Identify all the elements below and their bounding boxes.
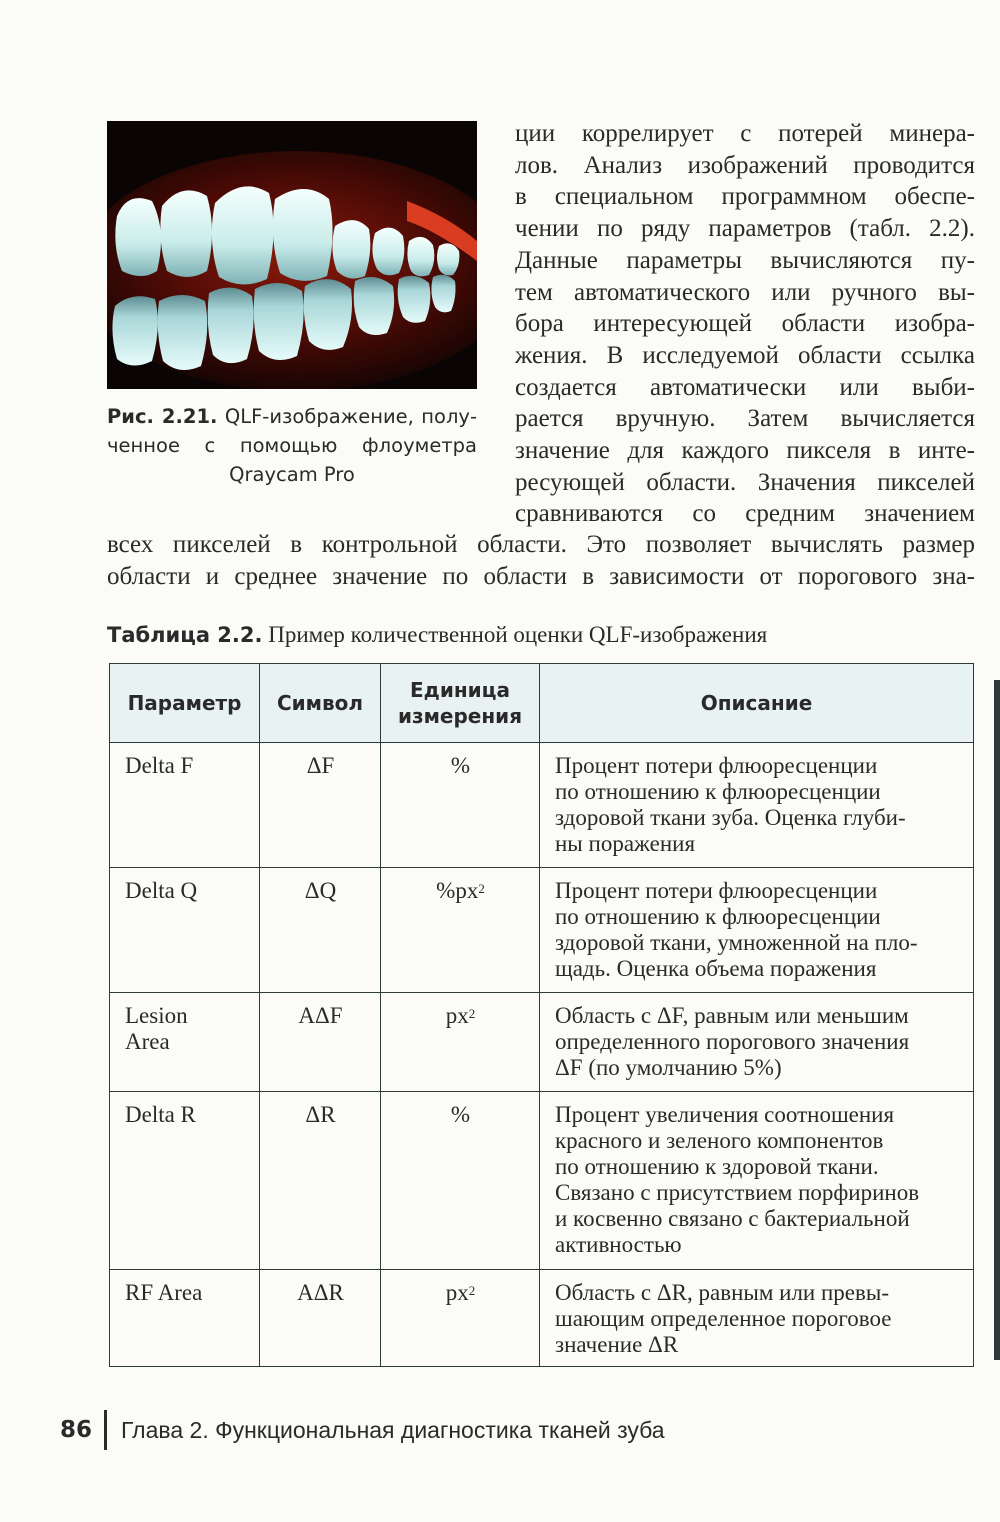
text-line: чении по ряду параметров (табл. 2.2). <box>515 215 975 243</box>
body-text-full-width <box>107 529 975 592</box>
cell-description: Процент потери флюоресценции по отношению к флюоресценции здоровой ткани зуба. Оценка глуби- ны поражения <box>540 743 974 868</box>
cell-symbol: ΔR <box>260 1092 381 1270</box>
table-caption <box>107 620 767 650</box>
cell-unit: $\%px^2$ <box>381 868 540 993</box>
cell-description: Процент потери флюоресценции по отношению к флюоресценции здоровой ткани, умноженной на пло- щадь. Оценка объема поражения <box>540 868 974 993</box>
table-row <box>110 743 974 868</box>
page-footer <box>60 1410 665 1450</box>
cell-parameter: Delta F <box>110 743 260 868</box>
cell-symbol: AΔR <box>260 1270 381 1367</box>
header-parameter: Параметр <box>110 664 260 743</box>
cell-symbol: AΔF <box>260 993 381 1092</box>
cell-description: Область с ΔR, равным или превы- шающим определенное пороговое значение ΔR <box>540 1270 974 1367</box>
header-description: Описание <box>540 664 974 743</box>
table-number: Таблица 2.2. <box>107 623 263 647</box>
table-row <box>110 1092 974 1270</box>
text-line: рается вручную. Затем вычисляется <box>515 405 975 433</box>
table-row <box>110 993 974 1092</box>
cell-unit: $px^2$ <box>381 993 540 1092</box>
text-line: тем автоматического или ручного вы- <box>515 278 975 306</box>
cell-symbol: ΔQ <box>260 868 381 993</box>
text-line: бора интересующей области изобра- <box>515 310 975 338</box>
cell-parameter: Delta Q <box>110 868 260 993</box>
qlf-teeth-photo <box>107 121 477 389</box>
cell-unit: % <box>381 1092 540 1270</box>
text-line: лов. Анализ изображений проводится <box>515 151 975 179</box>
table-header-row <box>110 664 974 743</box>
caption-line-3: Qraycam Pro <box>229 463 355 486</box>
text-line: в специальном программном обеспе- <box>515 183 975 211</box>
qlf-parameters-table <box>109 663 974 1367</box>
text-line: области и среднее значение по области в зависимости от порогового зна- <box>107 562 975 590</box>
chapter-title: Глава 2. Функциональная диагностика тканей зуба <box>121 1416 665 1443</box>
cell-parameter: Delta R <box>110 1092 260 1270</box>
page-number: 86 <box>60 1417 93 1443</box>
text-line: всех пикселей в контрольной области. Это позволяет вычислять размер <box>107 531 975 558</box>
text-line: значение для каждого пикселя в инте- <box>515 437 975 465</box>
figure-caption <box>107 402 477 489</box>
table-title: Пример количественной оценки QLF-изображения <box>268 622 768 647</box>
teeth-image <box>107 121 477 389</box>
figure-number: Рис. 2.21. <box>107 405 218 428</box>
text-line: создается автоматически или выби- <box>515 373 975 401</box>
body-text-right-column <box>515 118 975 530</box>
header-symbol: Символ <box>260 664 381 743</box>
text-line: жения. В исследуемой области ссылка <box>515 341 975 369</box>
text-line: сравниваются со средним значением <box>515 500 975 528</box>
text-line: Данные параметры вычисляются пу- <box>515 246 975 274</box>
table-row <box>110 868 974 993</box>
header-unit: Единица измерения <box>381 664 540 743</box>
text-line: ресующей области. Значения пикселей <box>515 468 975 496</box>
cell-symbol: ΔF <box>260 743 381 868</box>
page-edge-mark <box>994 680 1000 1360</box>
cell-unit: % <box>381 743 540 868</box>
table-row <box>110 1270 974 1367</box>
caption-line-1: Рис. 2.21. QLF-изображение, полу- <box>107 405 477 428</box>
cell-parameter: Lesion Area <box>110 993 260 1092</box>
cell-description: Процент увеличения соотношения красного и зеленого компонентов по отношению к здоровой ткани. Связано с присутствием порфиринов и косвенно связано с бактериальной активностью <box>540 1092 974 1270</box>
footer-divider <box>104 1410 107 1450</box>
cell-unit: $px^2$ <box>381 1270 540 1367</box>
caption-line-2: ченное с помощью флоуметра <box>107 434 477 457</box>
cell-description: Область с ΔF, равным или меньшим определенного порогового значения ΔF (по умолчанию 5%) <box>540 993 974 1092</box>
text-line: ции коррелирует с потерей минера- <box>515 120 975 147</box>
cell-parameter: RF Area <box>110 1270 260 1367</box>
